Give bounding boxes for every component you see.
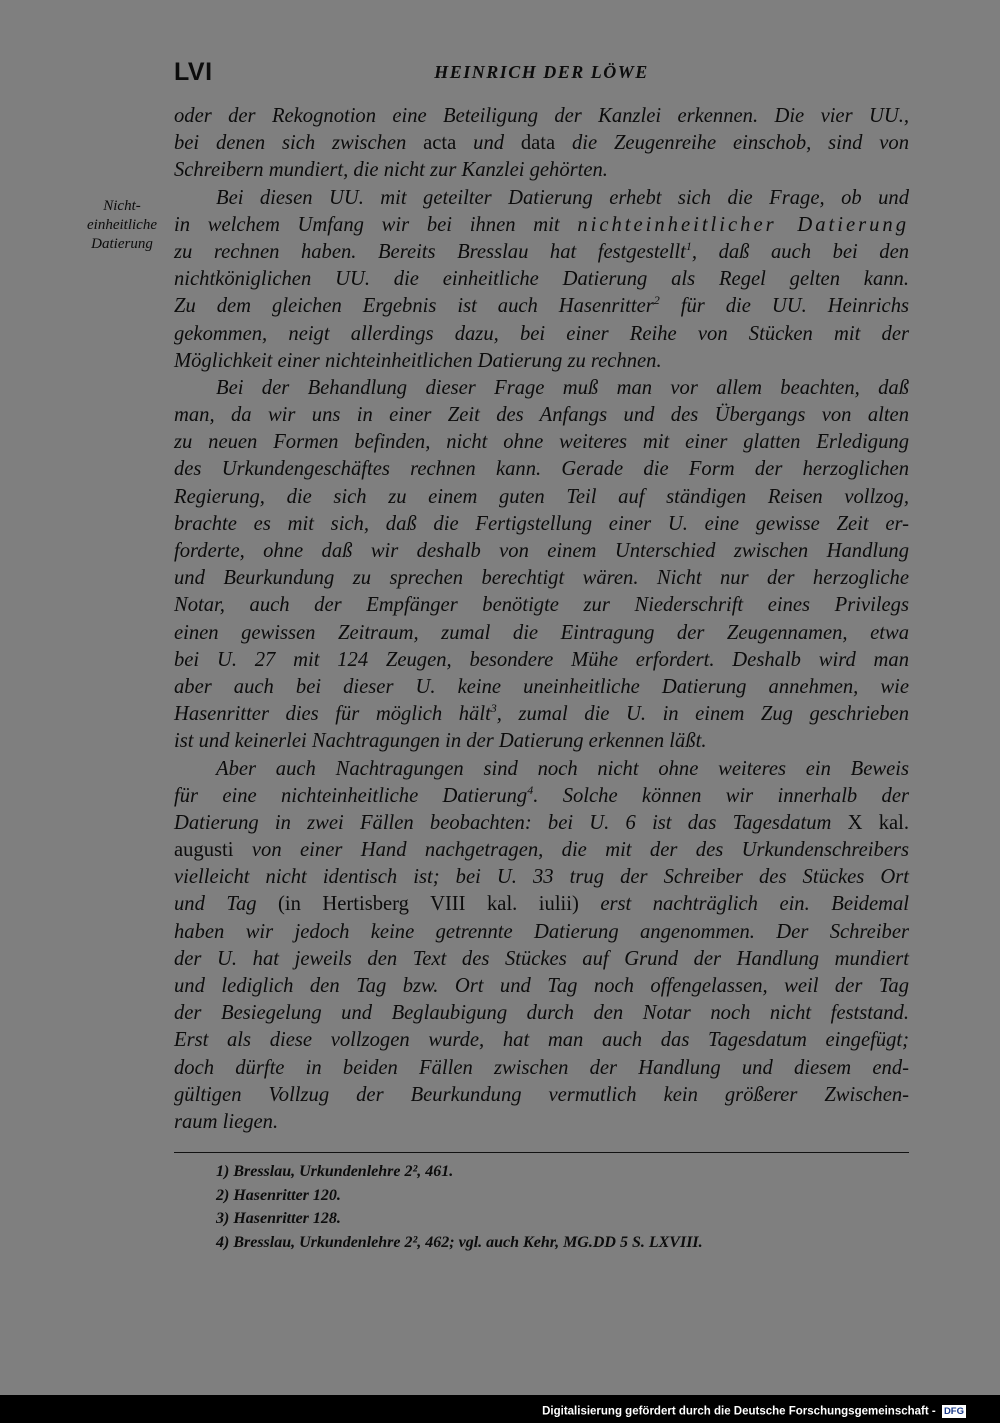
text-line: Hasenritter dies für möglich hält$^3$, zumal die U. in einem Zug geschrieben — [174, 701, 909, 726]
text-line: aber auch bei dieser U. keine uneinheitliche Datierung annehmen, wie — [174, 675, 909, 698]
text-line: und Tag (in Hertisberg VIII kal. iulii) erst nachträglich ein. Beidemal — [174, 893, 910, 916]
text-line: raum liegen. — [174, 1110, 279, 1133]
footnote: 4) Bresslau, Urkundenlehre 2², 462; vgl. auch Kehr, MG.DD 5 S. LXVIII. — [216, 1233, 703, 1251]
margin-note-line: Nicht- — [103, 198, 141, 214]
margin-note-line: Datierung — [91, 236, 153, 252]
text-line: augusti von einer Hand nachgetragen, die mit der des Urkundenschreibers — [174, 839, 909, 862]
text-line: und lediglich den Tag bzw. Ort und Tag noch offengelassen, weil der Tag — [174, 975, 909, 997]
text-line: Bei der Behandlung dieser Frage muß man vor allem beachten, daß — [216, 376, 909, 399]
text-line: haben wir jedoch keine getrennte Datierung angenommen. Der Schreiber — [174, 920, 909, 943]
footnotes — [216, 1160, 916, 1254]
text-line: zu rechnen haben. Bereits Bresslau hat festgestellt$^1$, daß auch bei den — [174, 239, 910, 263]
text-line: in welchem Umfang wir bei ihnen mit nichteinheitlicher Datierung — [174, 213, 909, 236]
text-line: Aber auch Nachtragungen sind noch nicht ohne weiteres ein Beweis — [216, 757, 909, 780]
text-line: des Urkundengeschäftes rechnen kann. Gerade die Form der herzoglichen — [174, 458, 909, 481]
footnote-ref: 1 — [685, 239, 692, 254]
text-line: Möglichkeit einer nichteinheitlichen Datierung zu rechnen. — [174, 349, 662, 372]
text-line: Erst als diese vollzogen wurde, hat man auch das Tagesdatum eingefügt; — [174, 1029, 909, 1052]
text-line: bei denen sich zwischen acta und data die Zeugenreihe einschob, sind von — [174, 132, 910, 155]
footnote-ref: 2 — [653, 293, 660, 308]
footnote: 2) Hasenritter 120. — [216, 1186, 341, 1204]
footnote: 3) Hasenritter 128. — [216, 1210, 341, 1227]
text-line: zu neuen Formen befinden, nicht ohne weiteres mit einer glatten Erledigung — [174, 431, 909, 454]
dfg-logo-icon: DFG — [943, 1406, 964, 1417]
margin-note-line: einheitliche — [87, 217, 157, 233]
text-line: gekommen, neigt allerdings dazu, bei einer Reihe von Stücken mit der — [174, 322, 909, 345]
text-line: nichtköniglichen UU. die einheitliche Datierung als Regel gelten kann. — [174, 268, 909, 291]
footnote-divider — [174, 1152, 909, 1153]
text-line: brachte es mit sich, daß die Fertigstellung einer U. eine gewisse Zeit er- — [174, 512, 909, 535]
text-line: Notar, auch der Empfänger benötigte zur Niederschrift eines Privilegs — [174, 594, 909, 617]
footnote-ref: 4 — [527, 782, 534, 797]
text-line: der Besiegelung und Beglaubigung durch den Notar noch nicht feststand. — [174, 1002, 909, 1025]
text-line: und Beurkundung zu sprechen berechtigt wären. Nicht nur der herzogliche — [174, 567, 909, 590]
text-line: ist und keinerlei Nachtragungen in der Datierung erkennen läßt. — [174, 730, 707, 753]
text-line: vielleicht nicht identisch ist; bei U. 33 trug der Schreiber des Stückes Ort — [174, 866, 909, 889]
text-line: man, da wir uns in einer Zeit des Anfangs und des Übergangs von alten — [174, 404, 909, 427]
text-line: für eine nichteinheitliche Datierung$^4$. Solche können wir innerhalb der — [174, 782, 909, 807]
text-line: forderte, ohne daß wir deshalb von einem Unterschied zwischen Handlung — [174, 540, 909, 562]
credit-text: Digitalisierung gefördert durch die Deutsche Forschungsgemeinschaft - — [542, 1405, 936, 1418]
footnote-ref: 3 — [490, 701, 497, 716]
digitization-credit — [542, 1405, 966, 1418]
text-line: Bei diesen UU. mit geteilter Datierung erhebt sich die Frage, ob und — [216, 186, 909, 209]
text-line: oder der Rekognotion eine Beteiligung der Kanzlei erkennen. Die vier UU., — [174, 105, 909, 127]
text-line: Regierung, die sich zu einem guten Teil auf ständigen Reisen vollzog, — [174, 485, 909, 508]
footnote: 1) Bresslau, Urkundenlehre 2², 461. — [216, 1163, 454, 1180]
text-line: Datierung in zwei Fällen beobachten: bei U. 6 ist das Tagesdatum X kal. — [174, 811, 910, 834]
text-line: gültigen Vollzug der Beurkundung vermutlich kein größerer Zwischen- — [174, 1083, 909, 1106]
text-line: Schreibern mundiert, die nicht zur Kanzlei gehörten. — [174, 159, 608, 182]
margin-note — [76, 197, 168, 254]
body-text — [174, 103, 909, 1136]
text-line: bei U. 27 mit 124 Zeugen, besondere Mühe erfordert. Deshalb wird man — [174, 648, 909, 671]
page-number: LVI — [174, 58, 213, 86]
text-line: Zu dem gleichen Ergebnis ist auch Hasenritter$^2$ für die UU. Heinrichs — [174, 293, 909, 318]
page-header — [174, 58, 909, 92]
text-line: der U. hat jeweils den Text des Stückes auf Grund der Handlung mundiert — [174, 947, 909, 970]
text-line: einen gewissen Zeitraum, zumal die Eintragung der Zeugennamen, etwa — [174, 621, 909, 644]
running-head: HEINRICH DER LÖWE — [434, 62, 649, 82]
text-line: doch dürfte in beiden Fällen zwischen der Handlung und diesem end- — [174, 1056, 909, 1079]
